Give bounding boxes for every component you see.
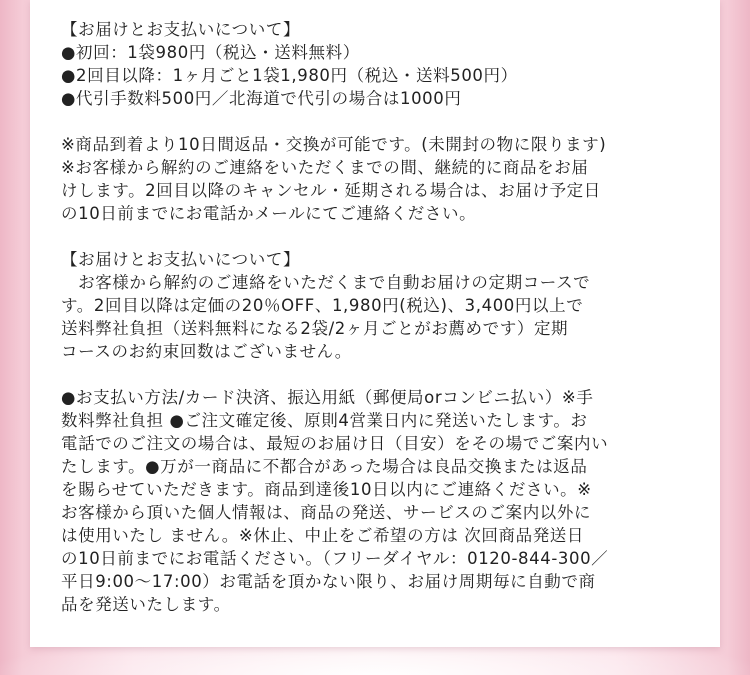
subscription-notice-line: けします。2回目以降のキャンセル・延期される場合は、お届け予定日: [61, 181, 601, 200]
payment-terms-line: お客様から頂いた個人情報は、商品の発送、サービスのご案内以外に: [61, 503, 592, 522]
payment-terms-line: 数料弊社負担 ●ご注文確定後、原則4営業日内に発送いたします。お: [61, 411, 588, 430]
payment-terms-line: 品を発送いたします。: [61, 595, 231, 614]
payment-terms-line: たします。●万が一商品に不都合があった場合は良品交換または返品: [61, 457, 588, 476]
payment-terms-line: を賜らせていただきます。商品到達後10日以内にご連絡ください。※: [61, 480, 592, 499]
return-notice-line: ※商品到着より10日間返品・交換が可能です。(未開封の物に限ります): [61, 135, 607, 154]
section1-heading: 【お届けとお支払いについて】: [61, 20, 301, 39]
subscription-notice-line: の10日前までにお電話かメールにてご連絡ください。: [61, 204, 477, 223]
payment-terms-line: の10日前までにお電話ください。（フリーダイヤル：0120-844-300／: [61, 549, 609, 568]
cod-fee: ●代引手数料500円／北海道で代引の場合は1000円: [61, 89, 462, 108]
subscription-course-line: コースのお約束回数はございません。: [61, 342, 352, 361]
paragraph-gap: [61, 225, 691, 248]
subscription-course-line: す。2回目以降は定価の20％OFF、1,980円(税込)、3,400円以上で: [61, 296, 584, 315]
first-order-price: ●初回：1袋980円（税込・送料無料）: [61, 43, 360, 62]
payment-terms-line: 電話でのご注文の場合は、最短のお届け日（目安）をその場でご案内い: [61, 434, 609, 453]
subscription-course-line: お客様から解約のご連絡をいただくまで自動お届けの定期コースで: [61, 273, 591, 292]
paragraph-gap: [61, 363, 691, 386]
content-card: [30, 0, 720, 647]
payment-terms-line: 平日9:00〜17:00）お電話を頂かない限り、お届け周期毎に自動で商: [61, 572, 596, 591]
payment-terms-line: は使用いたし ません。※休止、中止をご希望の方は 次回商品発送日: [61, 526, 585, 545]
paragraph-gap: [61, 110, 691, 133]
payment-terms-line: ●お支払い方法/カード決済、振込用紙（郵便局orコンビニ払い）※手: [61, 388, 594, 407]
text-content: [61, 18, 691, 616]
subsequent-order-price: ●2回目以降：1ヶ月ごと1袋1,980円（税込・送料500円）: [61, 66, 518, 85]
subscription-notice-line: ※お客様から解約のご連絡をいただくまでの間、継続的に商品をお届: [61, 158, 589, 177]
section2-heading: 【お届けとお支払いについて】: [61, 250, 301, 269]
subscription-course-line: 送料弊社負担（送料無料になる2袋/2ヶ月ごとがお薦めです）定期: [61, 319, 569, 338]
